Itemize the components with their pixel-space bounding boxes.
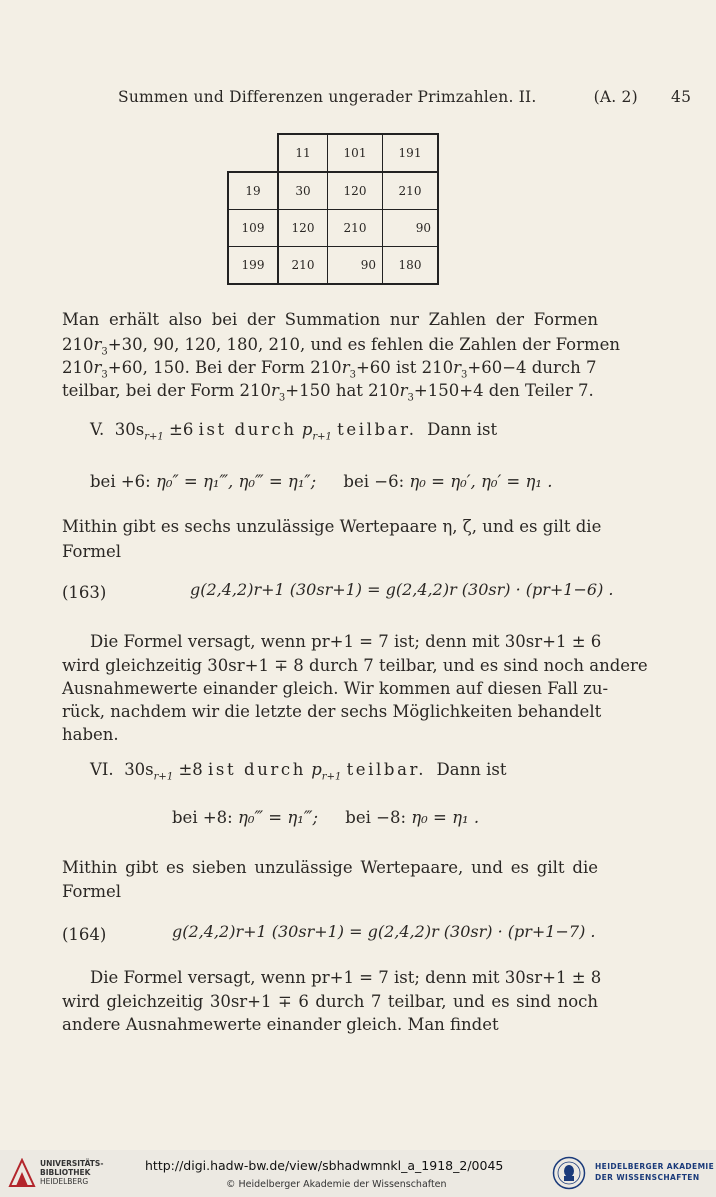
case6-psub: r+1	[321, 771, 342, 783]
case6-expr: 30s	[124, 760, 154, 779]
case5-p: p	[301, 420, 313, 439]
table-cell: 210	[278, 247, 328, 285]
table-cell: 180	[383, 247, 439, 285]
table-row-header: 19	[228, 172, 278, 210]
academy-label	[595, 1161, 714, 1183]
university-library-label	[40, 1159, 103, 1186]
table-col-header: 101	[328, 134, 383, 172]
table-row-header: 199	[228, 247, 278, 285]
table-col-header: 191	[383, 134, 439, 172]
para3-line5: haben.	[62, 725, 119, 744]
acad-line2: DER WISSENSCHAFTEN	[595, 1173, 700, 1182]
table-cell: 30	[278, 172, 328, 210]
eq164-formula: g(2,4,2)r+1 (30sr+1) = g(2,4,2)r (30sr) · (pr+1−7) .	[172, 922, 596, 941]
para4-line1: Mithin gibt es sieben unzulässige Wertepaare, und es gilt die	[62, 858, 598, 877]
case6-text: ist durch	[208, 760, 306, 779]
case5-text: ist durch	[198, 420, 297, 439]
case5-eq-minus: η₀ = η₀′, η₀′ = η₁ .	[409, 472, 553, 491]
case5-bei-minus: bei −6:	[343, 472, 405, 491]
table-cell: 120	[278, 210, 328, 247]
para1-line4: teilbar, bei der Form $210r_3+150$ hat $210r_3+150+4$ den Teiler 7.	[62, 381, 594, 404]
case6-bei-minus: bei −8:	[345, 808, 407, 827]
case5-relations	[90, 470, 553, 493]
para1-line2: $210r_3+30$, 90, 120, 180, 210, und es fehlen die Zahlen der Formen	[62, 335, 621, 358]
case6-bei-plus: bei +8:	[172, 808, 233, 827]
table-cell: 210	[328, 210, 383, 247]
para1-text: 210	[62, 335, 94, 354]
eq163-number: (163)	[62, 583, 107, 602]
para3-line1: Die Formel versagt, wenn pr+1 = 7 ist; denn mit 30sr+1 ± 6	[90, 632, 602, 651]
para1-text: +60 ist 210	[355, 358, 454, 377]
running-title: Summen und Differenzen ungerader Primzahlen. II.	[118, 88, 537, 106]
case5-label: V.	[90, 420, 105, 439]
para3-line2: wird gleichzeitig 30sr+1 ∓ 8 durch 7 teilbar, und es sind noch andere	[62, 656, 648, 675]
uni-line2: BIBLIOTHEK	[40, 1168, 91, 1177]
case6-pm: ±8	[178, 760, 203, 779]
running-header	[118, 88, 691, 106]
case5-pm: ±6	[169, 420, 194, 439]
uni-line3: HEIDELBERG	[40, 1177, 89, 1186]
permalink-url[interactable]: http://digi.hadw-bw.de/view/sbhadwmnkl_a_1918_2/0045	[145, 1158, 504, 1173]
case6-label: VI.	[90, 760, 114, 779]
para5-line1: Die Formel versagt, wenn pr+1 = 7 ist; denn mit 30sr+1 ± 8	[90, 968, 602, 987]
para1-line1: Man erhält also bei der Summation nur Zahlen der Formen	[62, 310, 598, 329]
acad-line1: HEIDELBERGER AKADEMIE	[595, 1162, 715, 1171]
case6-relations	[172, 806, 479, 829]
para1-text: +150+4 den Teiler 7.	[413, 381, 594, 400]
para1-text: teilbar, bei der Form 210	[62, 381, 271, 400]
para3-line3: Ausnahmewerte einander gleich. Wir kommen auf diesen Fall zu-	[62, 679, 609, 698]
case5-bei-plus: bei +6:	[90, 472, 151, 491]
para5-line3: andere Ausnahmewerte einander gleich. Man findet	[62, 1015, 499, 1034]
case5-expr: 30s	[114, 420, 145, 439]
case6-sub: r+1	[153, 771, 174, 783]
table-cell: 120	[328, 172, 383, 210]
para1-text: 210	[62, 358, 94, 377]
case5-sub: r+1	[144, 431, 164, 443]
para2-line2: Formel	[62, 542, 122, 561]
table-row-header: 109	[228, 210, 278, 247]
uni-line1: UNIVERSITÄTS-	[40, 1159, 104, 1168]
para1-line3: $210r_3+60$, 150. Bei der Form $210r_3+60$ ist $210r_3+60-4$ durch 7	[62, 358, 597, 381]
case5-psub: r+1	[312, 431, 332, 443]
section-ref: (A. 2)	[593, 88, 638, 106]
para3-line4: rück, nachdem wir die letzte der sechs Möglichkeiten behandelt	[62, 702, 602, 721]
case6-p: p	[311, 760, 322, 779]
table-cell: 90	[383, 210, 439, 247]
case5-eq-plus: η₀″ = η₁‴, η₀‴ = η₁″;	[155, 472, 317, 491]
table-cell: 210	[383, 172, 439, 210]
para4-line2: Formel	[62, 882, 122, 901]
table-cell: 90	[328, 247, 383, 285]
para1-text: +60, 150. Bei der Form 210	[107, 358, 342, 377]
case6-text2: teilbar.	[346, 760, 427, 779]
copyright-notice: © Heidelberger Akademie der Wissenschaften	[226, 1179, 447, 1190]
university-library-logo-icon	[8, 1158, 36, 1188]
page-number: 45	[671, 88, 692, 106]
case5-text2: teilbar.	[337, 420, 417, 439]
case6-dann: Dann ist	[436, 760, 507, 779]
table-corner	[228, 134, 278, 172]
para1-text: +60−4 durch 7	[467, 358, 597, 377]
case5-dann: Dann ist	[427, 420, 498, 439]
case6-eq-plus: η₀‴ = η₁‴;	[237, 808, 319, 827]
para2-line1: Mithin gibt es sechs unzulässige Wertepaare η, ζ, und es gilt die	[62, 517, 602, 536]
table-col-header: 11	[278, 134, 328, 172]
para1-text: +150 hat 210	[285, 381, 400, 400]
eq163-formula: g(2,4,2)r+1 (30sr+1) = g(2,4,2)r (30sr) · (pr+1−6) .	[190, 580, 614, 599]
para5-line2: wird gleichzeitig 30sr+1 ∓ 6 durch 7 teilbar, und es sind noch	[62, 992, 598, 1011]
eq164-number: (164)	[62, 925, 107, 944]
para1-text: +30, 90, 120, 180, 210, und es fehlen die Zahlen der Formen	[107, 335, 621, 354]
sum-table	[227, 133, 439, 285]
viewer-footer	[0, 1150, 716, 1197]
case5-heading	[90, 418, 497, 448]
case6-eq-minus: η₀ = η₁ .	[411, 808, 480, 827]
case6-heading	[90, 758, 507, 788]
academy-seal-icon	[552, 1156, 586, 1190]
